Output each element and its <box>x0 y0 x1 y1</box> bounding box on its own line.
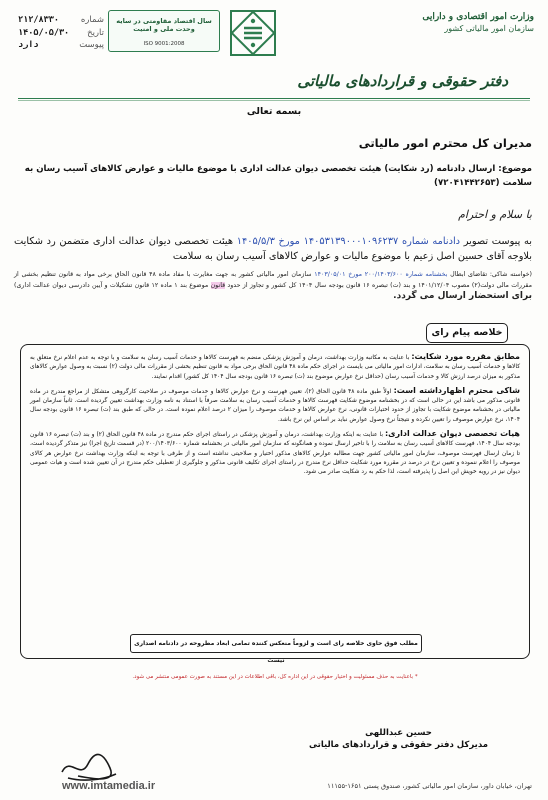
section-text-regulation: با عنایت به مکاتبه وزارت بهداشت، درمان و آموزش پزشکی منضم به فهرست کالاها و خدمات آسیب رسان به سلامت و با توجه به عدم اعلام نرخ متعلق به کالاها و خدمات آسیب رسان به سلامت، ادارات امور مالیاتی می بایست در اجرای حکم ماده ۴۸ قانون الحاق برخی مواد به قانون تنظیم بخشی از مقررات مالی دولت (۲) نسبت به وصول عوارض کالاهای مذکور به میزان درصد ارزش کالا و خدمات آسیب رسان (حداقل نرخ عوارض موضوع بند (ت) تبصره ۱۶ قانون بودجه سال ۱۴۰۴ کل کشور) اقدام نمایند. <box>30 355 521 380</box>
number-label: شماره <box>80 15 104 25</box>
summary-title: خلاصه پیام رای <box>426 323 508 343</box>
letter-date: ۱۴۰۵/۰۵/۳۰ <box>18 27 70 38</box>
slogan-box <box>108 10 220 52</box>
addressee: مدیران کل محترم امور مالیاتی <box>358 136 532 150</box>
letter-meta <box>18 14 104 52</box>
closing-phrase: برای استحضار ارسال می گردد. <box>393 291 532 301</box>
circular-reference: بخشنامه شماره ۲۰۰/۱۴۰۳/۶۰۰ مورخ ۱۴۰۳/۰۵/۰۱ <box>314 271 448 278</box>
greeting: با سلام و احترام <box>458 208 532 221</box>
section-title-board: هیات تخصصی دیوان عدالت اداری: <box>384 429 520 439</box>
summary-content <box>30 352 520 482</box>
intro-part-a: به پیوست تصویر <box>460 236 533 247</box>
postal-address: تهران، خیابان داور، سازمان امور مالیاتی کشور، صندوق پستی ۱۶۵۱-۱۱۱۵۵ <box>327 782 532 790</box>
verdict-reference: دادنامه شماره ۱۴۰۵۳۱۳۹۰۰۰۱۰۹۶۲۳۷ مورخ ۱۴۰۵/۵/۳ <box>236 236 461 247</box>
attachment-value: دارد <box>18 40 39 50</box>
subject-line: موضوع: ارسال دادنامه (رد شکایت) هیئت تخصصی دیوان عدالت اداری با موضوع مالیات و عوارض کالاهای آسیب رسان به سلامت (۷۲۰۴۱۴۴۲۶۵۳) <box>24 164 532 188</box>
request-part-e: موضوع بند ۱ ماده ۱۲ قانون تشکیلات و آیین دادرسی دیوان عدالت اداری) <box>14 282 211 289</box>
section-text-plaintiff: اولاً طبق ماده ۴۸ قانون الحاق (۲)، تعیین فهرست و نرخ عوارض کالاها و خدمات موصوف در صلاحیت کارگروهی متشکل از مراجع مندرج در ماده قانونی مذکور می باشد این در حالی است که در بخشنامه موضوع شکایت فهرست کالاها و خدمات آسیب رسان به سلامت صرفاً با استناد به نامه وزارت بهداشت تعیین گردیده است. ثانیاً سازمان امور مالیاتی در بخشنامه موضوع شکایت با تجاوز از حدود اختیارات قانونی، نرخ عوارض کالاها و خدمات موصوف را میزان ۲ درصد اعلام نموده است. در حالی که طبق بند (ت) تبصره ۱۶ قانون بودجه سال ۱۴۰۴، نرخ عوارض موصوف را تعیین نکرده و نتیجتاً نرخ وصول عوارض نباید بر اساس این نرخ باشد. <box>30 388 520 423</box>
ministry-name: وزارت امور اقتصادی و دارایی <box>422 12 534 22</box>
summary-section-regulation <box>30 352 520 382</box>
section-title-regulation: مطابق مقرره مورد شکایت: <box>411 352 520 361</box>
section-title-plaintiff: شاکی محترم اظهارداشته است: <box>393 385 521 395</box>
intro-part-c: هیئت تخصصی دیوان عدالت اداری متضمن رد شکایت بلاوجه آقای حسین اصل زعیم با موضوع مالیات و عوارض کالاهای آسیب رسان به سلامت <box>14 236 532 262</box>
request-highlight: قانون <box>210 282 226 289</box>
summary-section-board <box>30 429 520 477</box>
attachment-label: پیوست <box>79 40 104 50</box>
department-name: دفتر حقوقی و قراردادهای مالیاتی <box>297 72 508 90</box>
request-paragraph <box>14 270 532 302</box>
bismillah: بسمه تعالی <box>246 106 302 117</box>
request-part-c: سازمان امور مالیاتی کشور به جهت مغایرت با مفاد ماده ۴۸ قانون الحاق برخی مواد به قانون تنظیم بخشی از مقررات مالی دولت(۲) مصوب ۱۴۰۱/۱۲/۰۴ و بند (ت) تبصره ۱۶ قانون بودجه سال ۱۴۰۴ کل کشور و تجاوز از حدود <box>14 271 532 289</box>
signatory-title: مدیرکل دفتر حقوقی و قراردادهای مالیاتی <box>309 740 488 750</box>
tax-organization-logo-icon <box>228 8 278 58</box>
summary-section-plaintiff <box>30 386 520 425</box>
header-divider-secondary <box>18 100 530 101</box>
signature-block <box>309 728 488 750</box>
iso-text: ISO 9001:2008 <box>143 41 185 47</box>
header-divider <box>18 98 530 99</box>
date-label: تاریخ <box>87 27 104 38</box>
letter-number: ۲۱۲/۸۳۳۰ <box>18 15 59 25</box>
section-text-board: با عنایت به اینکه وزارت بهداشت، درمان و آموزش پزشکی در راستای اجرای حکم مندرج در ماده ۴۸ قانون الحاق (۲) و بند (ت) تبصره ۱۶ قانون بودجه سال ۱۴۰۴، فهرست کالاهای آسیب رسان به سلامت را با تاخیر ارسال نموده و همانگونه که سازمان امور مالیاتی در بخشنامه شماره ۲۰۰/۱۴۰۳/۶۰۰ (در قسمت تاریخ اجرا) نیز متذکر گردیده است، تا زمان ارسال فهرست موصوف، سازمان امور مالیاتی کشور جهت مطالبه عوارض کالاهای مذکور اختیار و صلاحیتی نداشته است و از طرفی با توجه به اینکه وزارت بهداشت نرخ عوارض هر کالای موصوف را اعلام ننموده و تعیین نرخ در درصد در مقرره مورد شکایت حداقل نرخ مندرج در راستای اجرای تکلیف قانونی مذکور و جلوگیری از تعطیلی حکم مندرج در آن تعیین شده است و هیات عمومی دیوان نیز در رویه خویش این اصل را پذیرفته است، لذا حکم به رد شکایت صادر می شود. <box>30 432 520 476</box>
handwritten-signature-icon <box>58 750 120 784</box>
website-watermark: www.imtamedia.ir <box>62 780 156 792</box>
organization-header <box>294 12 534 33</box>
signatory-name: حسین عبداللهی <box>365 728 432 738</box>
organization-name: سازمان امور مالیاتی کشور <box>444 24 534 33</box>
intro-paragraph <box>14 234 532 264</box>
footnote: * باعنایت به حذف مسئولیت و اختیار حقوقی در این اداره کل، باقی اطلاعات در این مستند به صورت عمومی منتشر می شود. <box>132 674 418 680</box>
request-part-a: (خواسته شاکی: تقاضای ابطال <box>447 271 532 278</box>
summary-disclaimer: مطلب فوق حاوی خلاصه رای است و لزوماً منعکس کننده تمامی ابعاد مطروحه در دادنامه اصداری نیست <box>130 634 422 653</box>
slogan-text: سال اقتصاد مقاومتی در سایه وحدت ملی و امنیت <box>116 17 212 33</box>
